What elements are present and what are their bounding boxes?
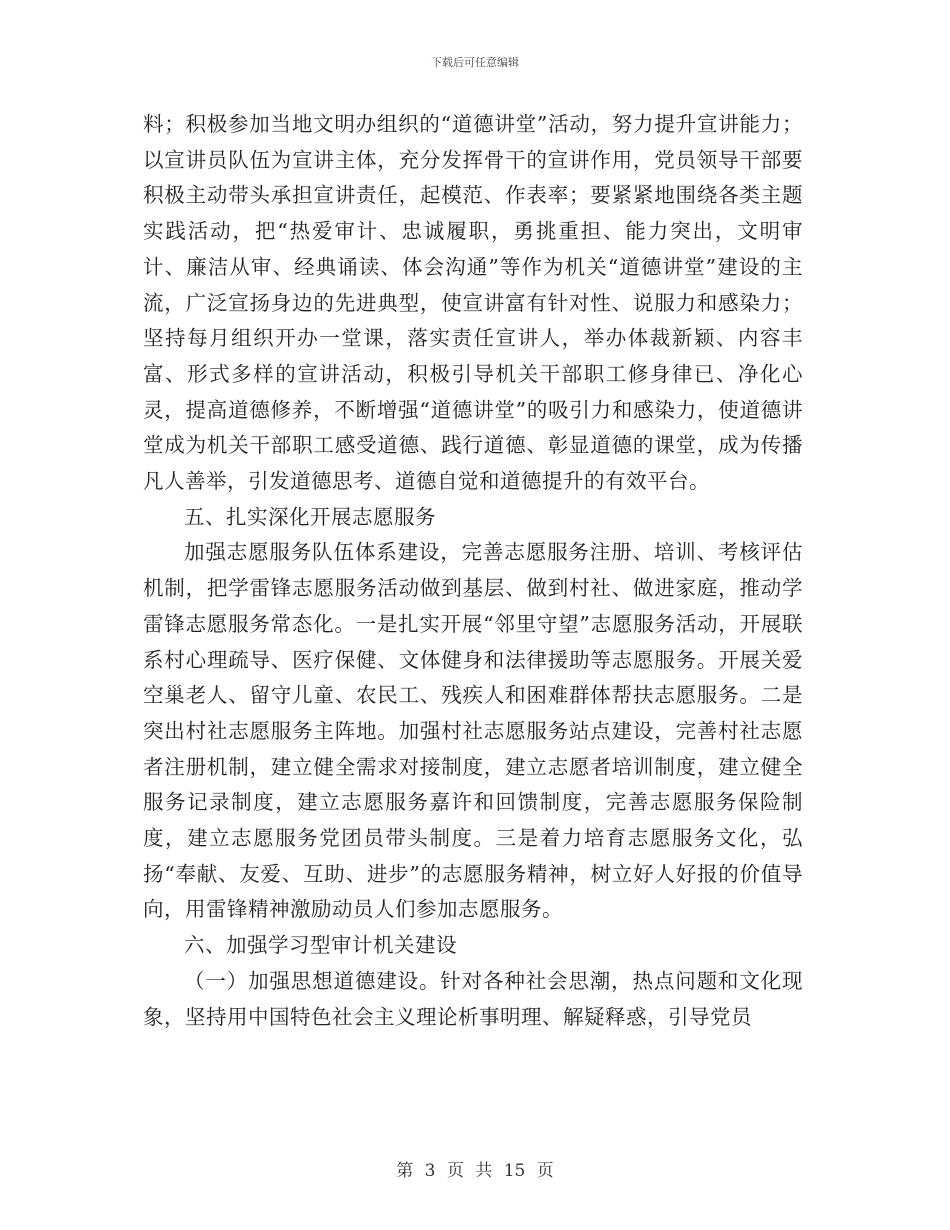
page-header: 下载后可任意编辑 xyxy=(431,56,519,69)
paragraph-volunteer-service: 加强志愿服务队伍体系建设，完善志愿服务注册、培训、考核评估机制，把学雷锋志愿服务活动做到基层、做到村社、做进家庭，推动学雷锋志愿服务常态化。一是扎实开展“邻里守望”志愿服务活动，开展联系村心理疏导、医疗保健、文体健身和法律援助等志愿服务。开展关爱空巢老人、留守儿童、农民工、残疾人和困难群体帮扶志愿服务。二是突出村社志愿服务主阵地。加强村社志愿服务站点建设，完善村社志愿者注册机制，建立健全需求对接制度，建立志愿者培训制度，建立健全服务记录制度，建立志愿服务嘉许和回馈制度，完善志愿服务保险制度，建立志愿服务党团员带头制度。三是着力培育志愿服务文化，弘扬“奉献、友爱、互助、进步”的志愿服务精神，树立好人好报的价值导向，用雷锋精神激励动员人们参加志愿服务。 xyxy=(143,540,803,922)
paragraph-moral-building: （一）加强思想道德建设。针对各种社会思潮，热点问题和文化现象，坚持用中国特色社会主义理论析事明理、解疑释惑，引导党员 xyxy=(143,968,803,1029)
document-body xyxy=(143,107,803,1035)
section-heading-6: 六、加强学习型审计机关建设 xyxy=(184,933,457,958)
paragraph-continued: 料；积极参加当地文明办组织的“道德讲堂”活动，努力提升宣讲能力；以宣讲员队伍为宣讲主体，充分发挥骨干的宣讲作用，党员领导干部要积极主动带头承担宣讲责任，起模范、作表率；要紧紧地围绕各类主题实践活动，把“热爱审计、忠诚履职，勇挑重担、能力突出，文明审计、廉洁从审、经典诵读、体会沟通”等作为机关“道德讲堂”建设的主流，广泛宣扬身边的先进典型，使宣讲富有针对性、说服力和感染力；坚持每月组织开办一堂课，落实责任宣讲人，举办体裁新颖、内容丰富、形式多样的宣讲活动，积极引导机关干部职工修身律已、净化心灵，提高道德修养，不断增强“道德讲堂”的吸引力和感染力，使道德讲堂成为机关干部职工感受道德、践行道德、彰显道德的课堂，成为传播凡人善举，引发道德思考、道德自觉和道德提升的有效平台。 xyxy=(143,112,803,494)
page-footer: 第 3 页 共 15 页 xyxy=(396,1161,554,1181)
section-heading-5: 五、扎实深化开展志愿服务 xyxy=(184,504,436,529)
